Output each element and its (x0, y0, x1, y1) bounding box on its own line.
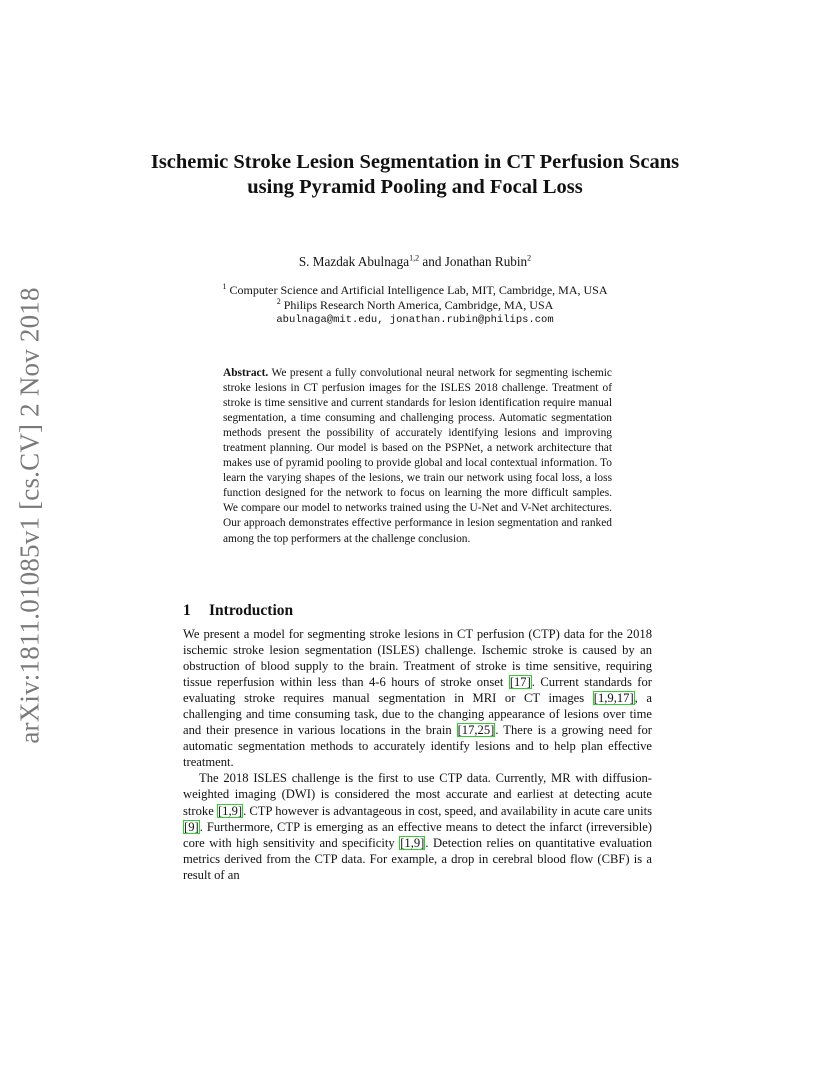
paragraph-text: . Furthermore, CTP is emerging as an effective means to detect the infarct (irreversible) core with high sensitivity and specificity (183, 819, 652, 850)
author-1: S. Mazdak Abulnaga (298, 254, 410, 269)
section-number: 1 (183, 602, 191, 619)
abstract-label: Abstract. (223, 367, 269, 379)
affiliation-1-text: Computer Science and Artificial Intelligence Lab, MIT, Cambridge, MA, USA (229, 283, 608, 297)
author-2-affiliation-mark: 2 (527, 253, 532, 263)
citation-link[interactable]: [9] (184, 819, 199, 834)
author-1-affiliation-mark: 1,2 (409, 253, 420, 263)
section-title: Introduction (209, 602, 294, 619)
affiliations (150, 283, 680, 328)
paragraph-text: . CTP however is advantageous in cost, speed, and availability in acute care units (243, 803, 652, 818)
section-heading-introduction (183, 602, 293, 620)
affiliation-2-text: Philips Research North America, Cambridge, MA, USA (283, 298, 554, 312)
abstract (223, 366, 612, 547)
author-line (150, 254, 680, 270)
paragraph-text: . Current standards for evaluating stroke requires manual segmentation in MRI or CT images (183, 675, 652, 706)
paragraph-text: . There is a growing need for automatic segmentation methods to accurately identify lesions and to help plan effective treatment. (183, 723, 652, 770)
arxiv-identifier-stamp (10, 285, 50, 745)
paragraph-text: The 2018 ISLES challenge is the first to use CTP data. Currently, MR with diffusion-weighted imaging (DWI) is considered the most accurate and earliest at detecting acute stroke (183, 771, 652, 818)
abstract-text: We present a fully convolutional neural network for segmenting ischemic stroke lesions in CT perfusion images for the ISLES 2018 challenge. Treatment of stroke is time sensitive and current standards for lesion identification require manual segmentation, a time consuming and challenging process. Automatic segmentation methods present the possibility of accurately identifying lesions and improving treatment planning. Our model is based on the PSPNet, a network architecture that makes use of pyramid pooling to provide global and local contextual information. To learn the varying shapes of the lesions, we train our network using focal loss, a loss function designed for the network to focus on learning the more difficult samples. We compare our model to networks trained using the U-Net and V-Net architectures. Our approach demonstrates effective performance in lesion segmentation and ranked among the top performers at the challenge conclusion. (223, 367, 612, 545)
paragraph-text: , a challenging and time consuming task, due to the changing appearance of lesions over time and their presence in various locations in the brain (183, 691, 653, 738)
affiliation-2-mark: 2 (276, 297, 281, 306)
citation-link[interactable]: [17,25] (457, 723, 495, 738)
affiliation-2 (150, 298, 680, 313)
paragraph-1 (183, 626, 652, 770)
paragraph-text: We present a model for segmenting stroke lesions in CT perfusion (CTP) data for the 2018 ischemic stroke lesion segmentation (ISLES) challenge. Ischemic stroke is caused by an obstruction of blood supply to the brain. Treatment of stroke is time sensitive, requiring tissue reperfusion within less than 4-6 hours of stroke onset (183, 627, 652, 690)
author-conjunction: and (422, 254, 442, 269)
affiliation-1 (150, 283, 680, 298)
arxiv-identifier-text: arXiv:1811.01085v1 [cs.CV] 2 Nov 2018 (14, 286, 45, 744)
author-emails: abulnaga@mit.edu, jonathan.rubin@philips.com (276, 314, 554, 326)
author-2: Jonathan Rubin (444, 254, 528, 269)
paper-title: Ischemic Stroke Lesion Segmentation in CT Perfusion Scans using Pyramid Pooling and Focal Loss (150, 151, 680, 198)
introduction-body (183, 626, 652, 883)
paragraph-text: . Detection relies on quantitative evaluation metrics derived from the CTP data. For example, a drop in cerebral blood flow (CBF) is a result of an (183, 835, 652, 882)
affiliation-1-mark: 1 (222, 282, 227, 291)
citation-link[interactable]: [17] (509, 675, 531, 690)
citation-link[interactable]: [1,9] (400, 835, 425, 850)
paragraph-2 (183, 770, 652, 882)
citation-link[interactable]: [1,9] (217, 803, 243, 818)
citation-link[interactable]: [1,9,17] (593, 691, 634, 706)
